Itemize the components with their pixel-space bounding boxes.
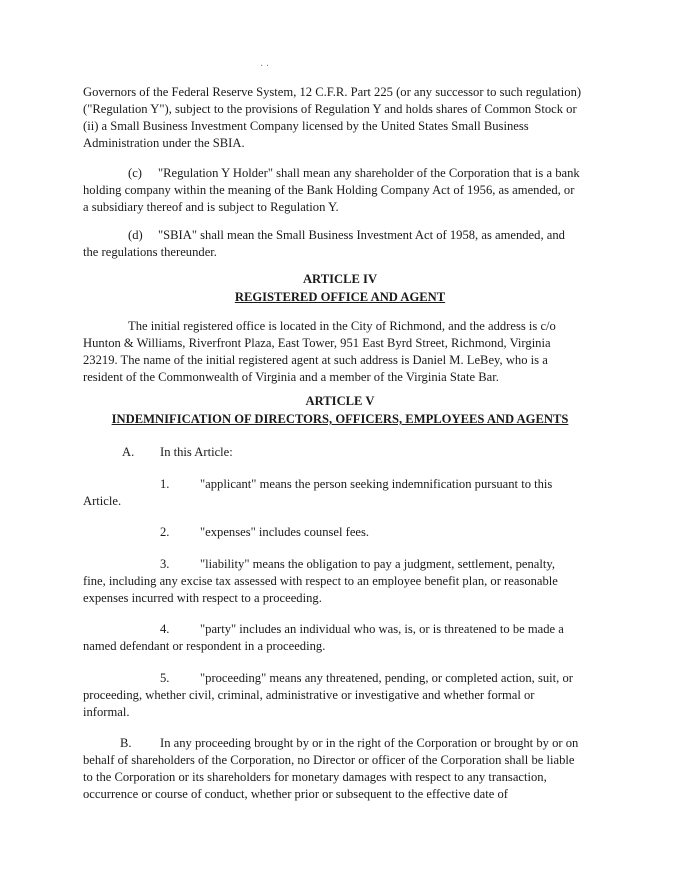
paragraph-governors: Governors of the Federal Reserve System, 12 C.F.R. Part 225 (or any successor to such regulation) ("Regulation Y"), subject to the provisions of Regulation Y and holds shares of Common Stock or (ii) a Small Business Investment Company licensed by the United States Small Business Administration under the SBIA. (83, 85, 582, 150)
definition-d-text: "SBIA" shall mean the Small Business Investment Act of 1958, as amended, and the regulations thereunder. (83, 228, 565, 259)
item-5-text: "proceeding" means any threatened, pending, or completed action, suit, or (200, 671, 573, 685)
item-5-number: 5. (160, 671, 170, 685)
definition-c-text: "Regulation Y Holder" shall mean any shareholder of the Corporation that is a bank holding company within the meaning of the Bank Holding Company Act of 1956, as amended, or a subsidiary thereof and is subject to Regulation Y. (83, 166, 580, 214)
item-2-number: 2. (160, 525, 170, 539)
item-4-continuation: named defendant or respondent in a proceeding. (83, 639, 326, 653)
definition-c-label: (c) (128, 166, 142, 180)
article-5-subheading-text: INDEMNIFICATION OF DIRECTORS, OFFICERS, EMPLOYEES AND AGENTS (111, 412, 569, 426)
item-4-text: "party" includes an individual who was, is, or is threatened to be made a (200, 622, 564, 636)
article-5-subheading (80, 411, 600, 428)
section-a-text: In this Article: (160, 445, 233, 459)
item-1-text: "applicant" means the person seeking indemnification pursuant to this (200, 477, 553, 491)
article-4-heading: ARTICLE IV (302, 272, 378, 286)
item-3-number: 3. (160, 557, 170, 571)
article-5-heading: ARTICLE V (305, 394, 375, 408)
item-3-continuation: fine, including any excise tax assessed with respect to an employee benefit plan, or reasonable expenses incurred with respect to a proceeding. (83, 574, 558, 605)
article-4-subheading-text: REGISTERED OFFICE AND AGENT (234, 290, 446, 304)
section-b-label: B. (120, 736, 132, 750)
scan-mark: · · (260, 61, 270, 72)
item-3-text: "liability" means the obligation to pay a judgment, settlement, penalty, (200, 557, 556, 571)
article-4-paragraph (83, 318, 583, 386)
definition-c (83, 165, 583, 216)
definition-d (83, 227, 583, 261)
section-a-label: A. (122, 445, 135, 459)
section-b-paragraph (83, 735, 583, 803)
item-1-number: 1. (160, 477, 170, 491)
article-4-subheading (80, 289, 600, 306)
item-4-number: 4. (160, 622, 170, 636)
definition-d-label: (d) (128, 228, 143, 242)
article-4-text: The initial registered office is located in the City of Richmond, and the address is c/o Hunton & Williams, Riverfront Plaza, East Tower, 951 East Byrd Street, Richmond, Virginia 23219. The name of the initial registered agent at such address is Daniel M. LeBey, who is a resident of the Commonwealth of Virginia and a member of the Virginia State Bar. (83, 319, 556, 384)
item-2-text: "expenses" includes counsel fees. (200, 525, 370, 539)
item-1-continuation: Article. (83, 494, 122, 508)
section-b-text: In any proceeding brought by or in the right of the Corporation or brought by or on behalf of shareholders of the Corporation, no Director or officer of the Corporation shall be liable to the Corporation or its shareholders for monetary damages with respect to any transaction, occurrence or course of conduct, whether prior or subsequent to the effective date of (83, 736, 579, 801)
item-5-continuation: proceeding, whether civil, criminal, administrative or investigative and whether formal or informal. (83, 688, 535, 719)
